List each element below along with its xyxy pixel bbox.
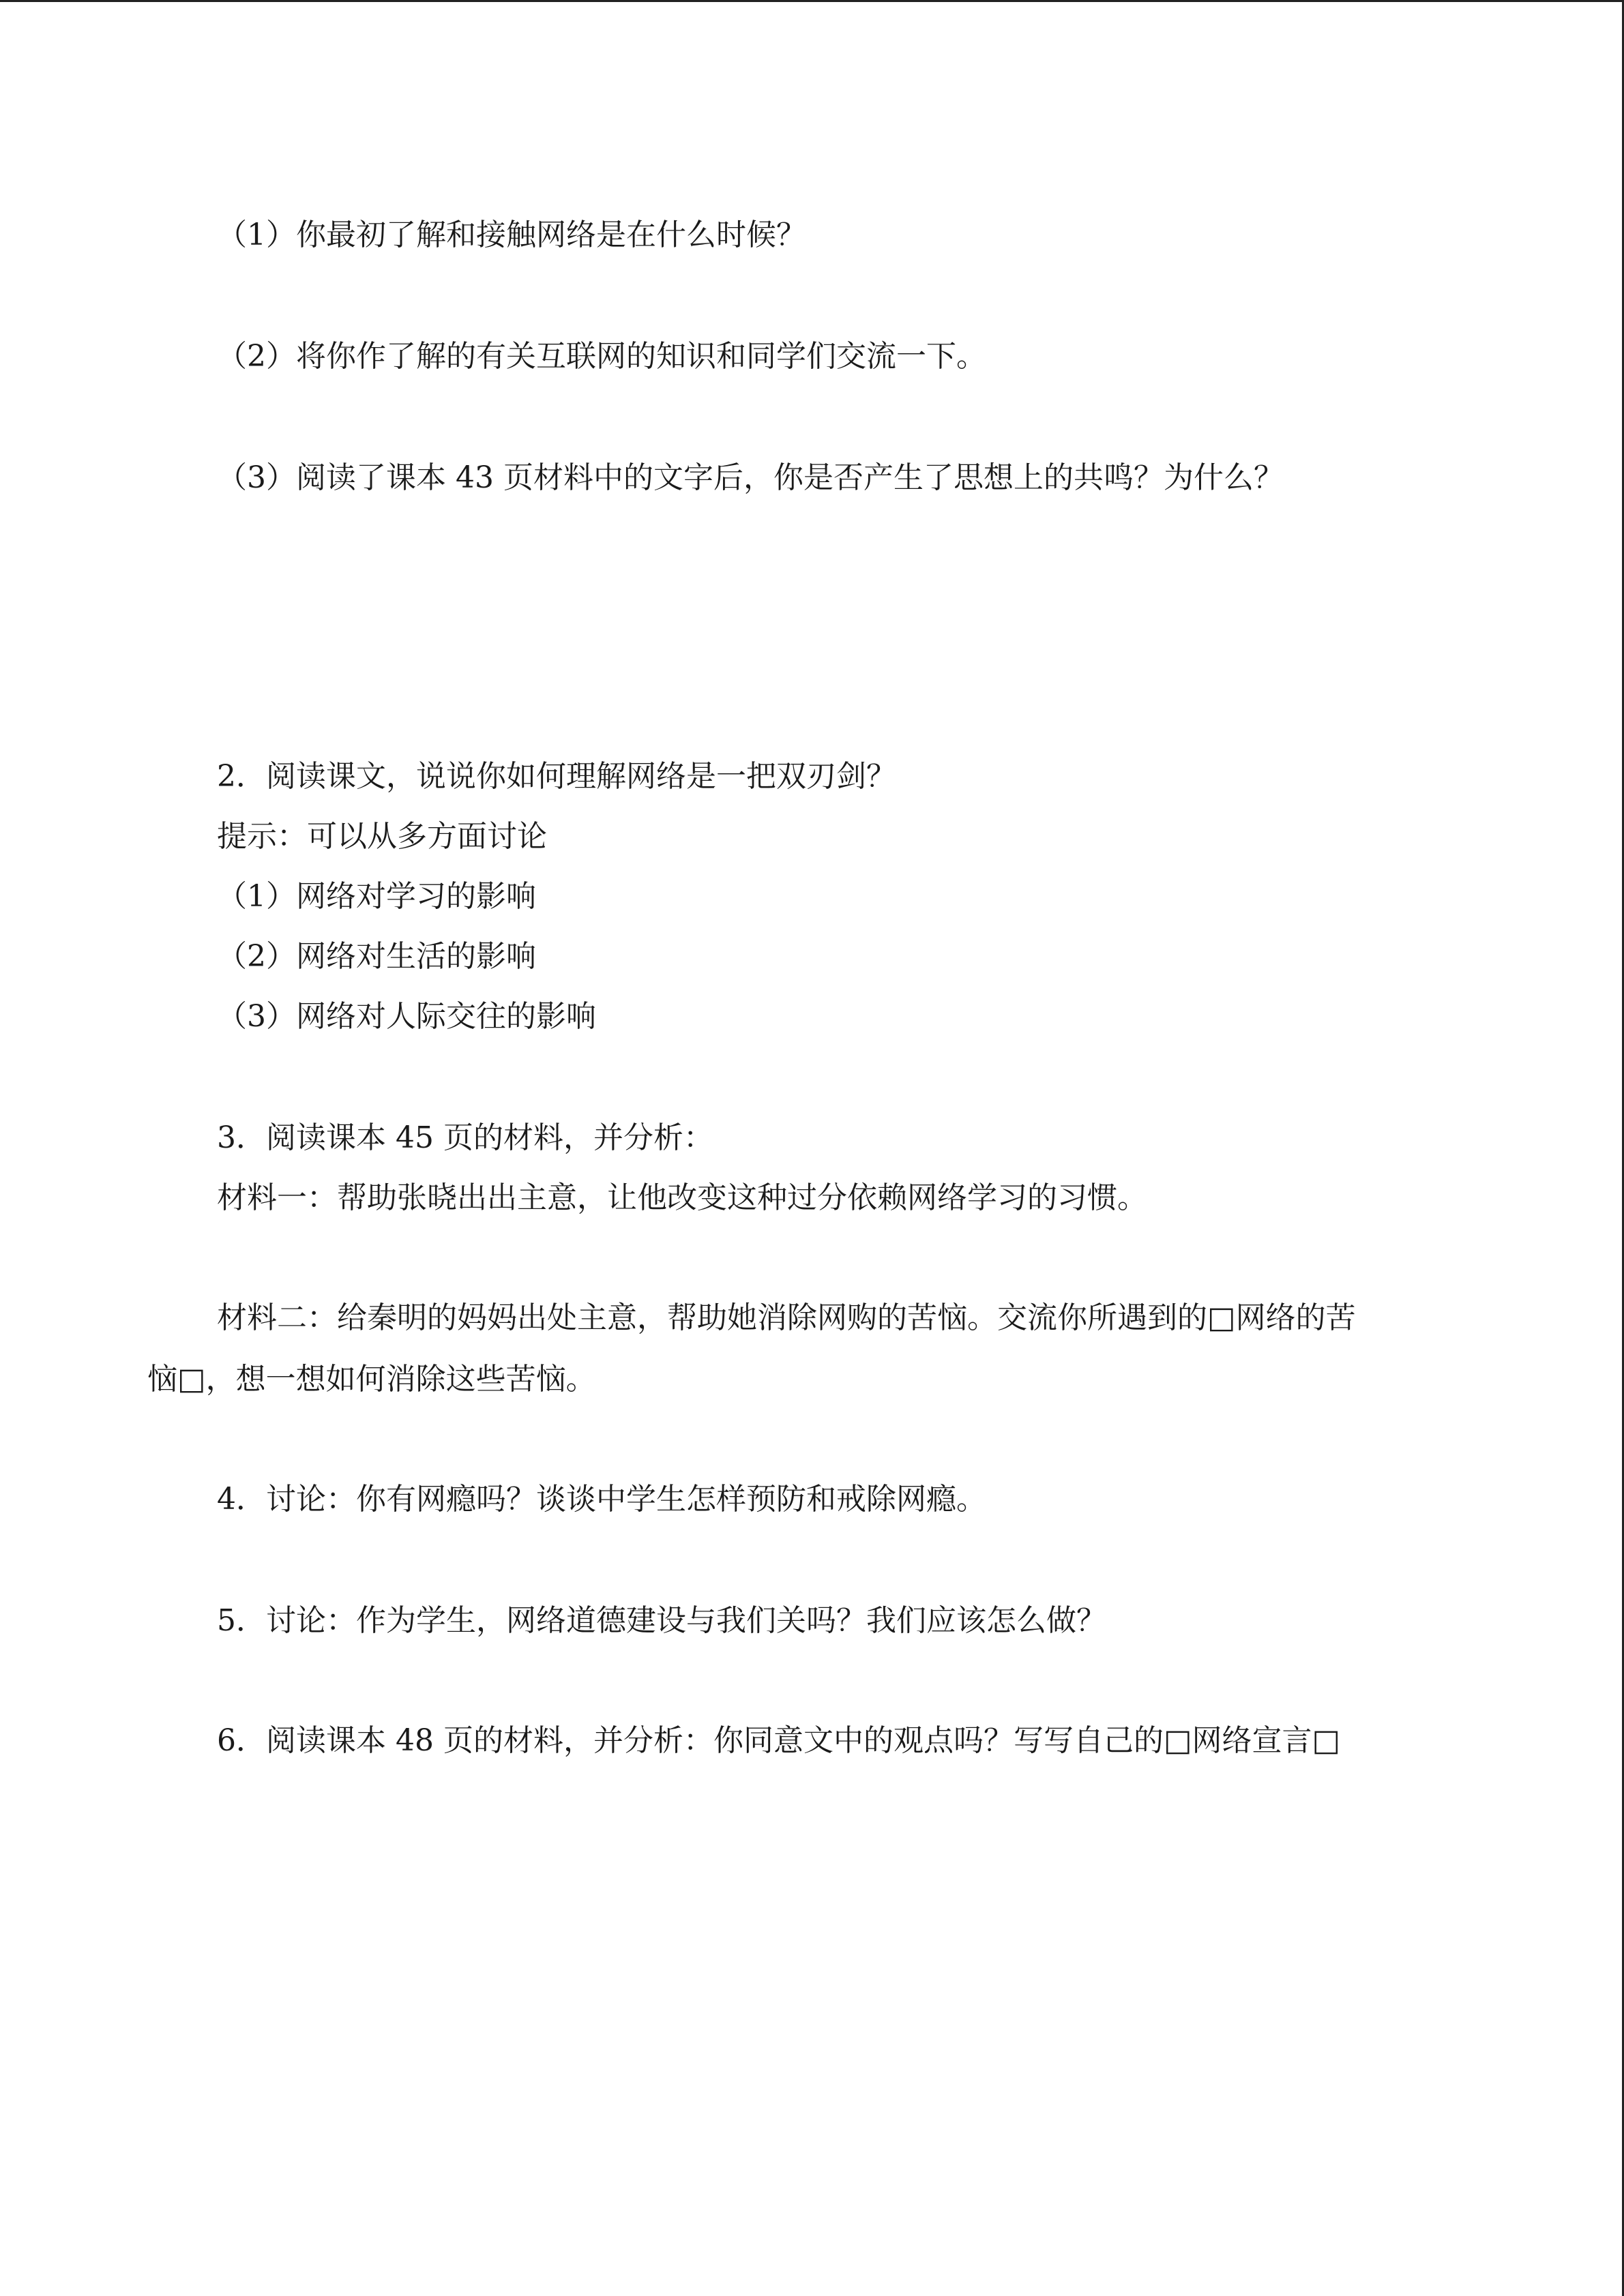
- question-6-title: 6．阅读课本 48 页的材料，并分析：你同意文中的观点吗？写写自己的□网络宣言□: [217, 1723, 1341, 1758]
- question-3-material-1: 材料一：帮助张晓出出主意，让他改变这种过分依赖网络学习的习惯。: [217, 1180, 1147, 1215]
- question-2-title: 2．阅读课文，说说你如何理解网络是一把双刃剑？: [217, 759, 896, 794]
- question-1-1: （1）你最初了解和接触网络是在什么时候？: [217, 218, 806, 252]
- question-2-item-2: （2）网络对生活的影响: [217, 939, 536, 974]
- question-1-3: （3）阅读了课本 43 页材料中的文字后，你是否产生了思想上的共鸣？为什么？: [217, 460, 1284, 495]
- question-3-material-2-line-1: 材料二：给秦明的妈妈出处主意，帮助她消除网购的苦恼。交流你所遇到的□网络的苦: [217, 1300, 1356, 1335]
- question-2-item-3: （3）网络对人际交往的影响: [217, 999, 596, 1034]
- question-2-hint: 提示：可以从多方面讨论: [217, 819, 547, 854]
- question-5-title: 5．讨论：作为学生，网络道德建设与我们关吗？我们应该怎么做？: [217, 1603, 1106, 1638]
- question-2-item-1: （1）网络对学习的影响: [217, 879, 536, 914]
- question-1-2: （2）将你作了解的有关互联网的知识和同学们交流一下。: [217, 339, 986, 374]
- question-3-material-2-line-2: 恼□，想一想如何消除这些苦恼。: [147, 1362, 596, 1397]
- question-4-title: 4．讨论：你有网瘾吗？谈谈中学生怎样预防和戒除网瘾。: [217, 1482, 986, 1517]
- question-3-title: 3．阅读课本 45 页的材料，并分析：: [217, 1120, 713, 1155]
